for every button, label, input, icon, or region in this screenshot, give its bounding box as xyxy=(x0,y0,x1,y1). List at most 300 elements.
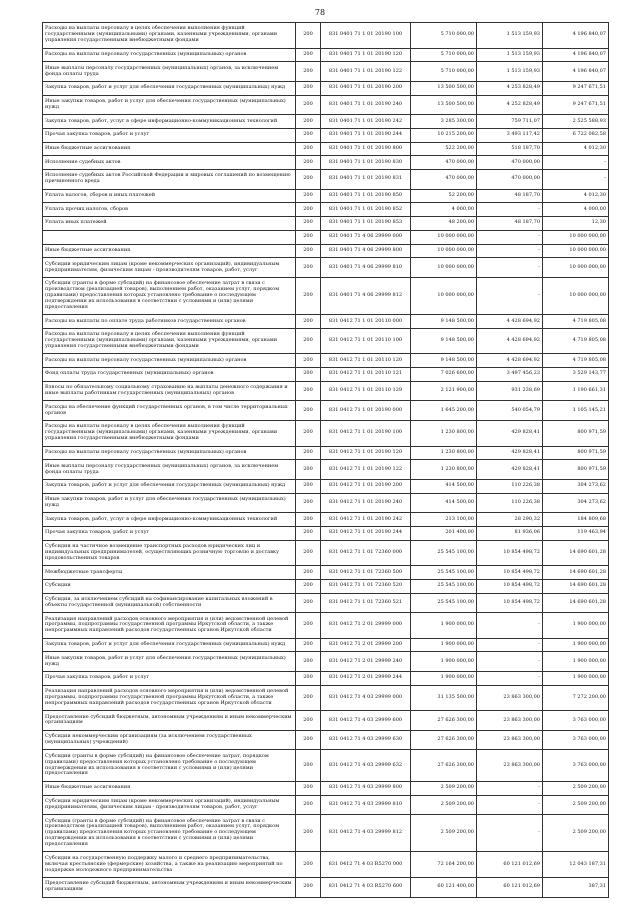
table-row xyxy=(43,81,609,95)
row-unexecuted: 4 196 840,07 xyxy=(543,62,609,82)
row-description: Расходы на обеспечение функций государственных органов, в том числе территориальных органов xyxy=(43,401,296,421)
row-code: 200 xyxy=(296,593,321,613)
row-classification: 831 0412 71 4 03 29999 812 xyxy=(321,815,411,852)
table-row xyxy=(43,142,609,156)
table-row xyxy=(43,95,609,115)
row-classification: 831 0412 71 1 01 72360 521 xyxy=(321,593,411,613)
row-description: Взносы по обязательному социальному страхованию на выплаты денежного содержания и иные выплаты работникам государственных (муниципальных) органов xyxy=(43,381,296,401)
row-classification: 831 0412 71 1 01 20110 120 xyxy=(321,354,411,368)
row-unexecuted: 3 763 000,00 xyxy=(543,750,609,781)
row-executed: 931 238,69 xyxy=(477,381,543,401)
row-classification: 831 0412 71 1 01 72360 520 xyxy=(321,579,411,593)
row-description: Иные закупки товаров, работ и услуг для обеспечения государственных (муниципальных) нужд xyxy=(43,652,296,672)
row-executed: - xyxy=(477,781,543,795)
row-description: Исполнение судебных актов Российской Федерации и мировых соглашений по возмещению причиненного вреда xyxy=(43,170,296,190)
row-classification: 831 0401 71 1 01 20190 852 xyxy=(321,203,411,217)
row-unexecuted: 14 690 601,28 xyxy=(543,593,609,613)
row-approved: 10 215 200,00 xyxy=(411,128,477,142)
table-row xyxy=(43,638,609,652)
row-approved: 1 900 000,00 xyxy=(411,638,477,652)
row-executed: 1 513 159,93 xyxy=(477,48,543,62)
row-description: Уплата налогов, сборов и иных платежей xyxy=(43,189,296,203)
row-classification: 831 0401 71 1 01 20190 850 xyxy=(321,189,411,203)
table-row xyxy=(43,421,609,447)
row-description: Прочая закупка товаров, работ и услуг xyxy=(43,128,296,142)
row-classification: 831 0401 71 4 06 29999 810 xyxy=(321,258,411,278)
row-approved: 9 148 500,00 xyxy=(411,315,477,329)
table-row xyxy=(43,652,609,672)
row-approved: 9 148 500,00 xyxy=(411,328,477,354)
row-executed: - xyxy=(477,638,543,652)
row-executed: 1 513 159,93 xyxy=(477,23,543,49)
row-code: 200 xyxy=(296,401,321,421)
row-description xyxy=(43,230,296,244)
row-approved: 25 545 100,00 xyxy=(411,540,477,566)
row-executed: - xyxy=(477,203,543,217)
row-approved: 2 509 200,00 xyxy=(411,815,477,852)
row-classification: 831 0412 71 1 01 20190 122 xyxy=(321,460,411,480)
row-executed: 470 000,00 xyxy=(477,156,543,170)
row-unexecuted: 7 272 200,00 xyxy=(543,685,609,711)
row-approved: 48 200,00 xyxy=(411,217,477,231)
row-executed: - xyxy=(477,795,543,815)
row-description: Закупка товаров, работ и услуг для обеспечения государственных (муниципальных) нужд xyxy=(43,638,296,652)
row-approved: 25 545 100,00 xyxy=(411,579,477,593)
row-code: 200 xyxy=(296,711,321,731)
row-description: Субсидии юридическим лицам (кроме некоммерческих организаций), индивидуальным предпринимателям, физическим лицам - производителям товаров, работ, услуг xyxy=(43,258,296,278)
row-approved: 72 164 200,00 xyxy=(411,852,477,878)
row-unexecuted: 304 273,62 xyxy=(543,493,609,513)
row-code: 200 xyxy=(296,795,321,815)
row-classification: 831 0412 71 4 03 29999 630 xyxy=(321,730,411,750)
table-row xyxy=(43,128,609,142)
row-code: 200 xyxy=(296,277,321,314)
row-description: Субсидии xyxy=(43,579,296,593)
row-executed: 10 854 498,72 xyxy=(477,593,543,613)
row-executed: 518 187,70 xyxy=(477,142,543,156)
row-description: Расходы на выплаты персоналу в целях обеспечения выполнения функций государственными (муниципальными) органами, казенными учреждениями, органами управления государственными внебюджетными фондами xyxy=(43,328,296,354)
row-classification: 831 0401 71 4 06 29999 800 xyxy=(321,244,411,258)
table-row xyxy=(43,877,609,897)
row-approved: 1 230 800,00 xyxy=(411,460,477,480)
row-description: Субсидии на частичное возмещение транспортных расходов юридических лиц и индивидуальных предпринимателей, осуществляющих розничную торговлю и доставку продовольственных товаров xyxy=(43,540,296,566)
row-approved: 25 545 100,00 xyxy=(411,566,477,580)
table-row xyxy=(43,513,609,527)
row-code: 200 xyxy=(296,566,321,580)
row-classification: 831 0401 71 1 01 20190 800 xyxy=(321,142,411,156)
row-approved: 10 000 000,00 xyxy=(411,258,477,278)
table-row xyxy=(43,852,609,878)
row-approved: 52 200,00 xyxy=(411,189,477,203)
table-row xyxy=(43,579,609,593)
row-executed: - xyxy=(477,258,543,278)
row-description: Закупка товаров, работ, услуг в сфере информационно-коммуникационных технологий xyxy=(43,513,296,527)
row-description: Иные бюджетные ассигнования xyxy=(43,781,296,795)
row-approved: 13 500 500,00 xyxy=(411,95,477,115)
row-unexecuted: 14 690 601,28 xyxy=(543,566,609,580)
row-code: 200 xyxy=(296,421,321,447)
table-row xyxy=(43,115,609,129)
row-code: 200 xyxy=(296,671,321,685)
row-unexecuted: 1 900 000,00 xyxy=(543,652,609,672)
row-unexecuted: 4 719 805,08 xyxy=(543,328,609,354)
row-executed: 60 121 012,69 xyxy=(477,852,543,878)
row-unexecuted: 2 509 200,00 xyxy=(543,781,609,795)
row-executed: 110 226,38 xyxy=(477,479,543,493)
row-unexecuted: 4 719 805,08 xyxy=(543,354,609,368)
budget-table xyxy=(42,22,609,898)
row-unexecuted: 800 971,59 xyxy=(543,460,609,480)
row-code: 200 xyxy=(296,203,321,217)
table-row xyxy=(43,189,609,203)
row-unexecuted: 4 012,30 xyxy=(543,189,609,203)
row-code: 200 xyxy=(296,579,321,593)
row-approved: 27 626 300,00 xyxy=(411,730,477,750)
row-executed: 23 863 300,00 xyxy=(477,730,543,750)
row-classification: 831 0412 71 1 01 20190 120 xyxy=(321,446,411,460)
row-executed: 429 828,41 xyxy=(477,421,543,447)
table-row xyxy=(43,671,609,685)
row-code: 200 xyxy=(296,638,321,652)
row-approved: 1 900 000,00 xyxy=(411,652,477,672)
row-executed: 4 428 694,92 xyxy=(477,354,543,368)
row-classification: 831 0412 71 1 01 20110 000 xyxy=(321,315,411,329)
row-executed: 429 828,41 xyxy=(477,460,543,480)
row-classification: 831 0412 71 1 01 20110 129 xyxy=(321,381,411,401)
row-description: Уплата прочих налогов, сборов xyxy=(43,203,296,217)
table-row xyxy=(43,203,609,217)
row-executed: 48 187,70 xyxy=(477,189,543,203)
row-classification: 831 0412 71 1 01 20190 242 xyxy=(321,513,411,527)
table-row xyxy=(43,258,609,278)
row-description: Иные закупки товаров, работ и услуг для обеспечения государственных (муниципальных) нужд xyxy=(43,493,296,513)
row-description: Межбюджетные трансферты xyxy=(43,566,296,580)
row-code: 200 xyxy=(296,189,321,203)
table-row xyxy=(43,493,609,513)
row-code: 200 xyxy=(296,62,321,82)
row-unexecuted: 14 690 601,28 xyxy=(543,579,609,593)
table-row xyxy=(43,170,609,190)
row-code: 200 xyxy=(296,128,321,142)
row-code: 200 xyxy=(296,115,321,129)
table-row xyxy=(43,328,609,354)
table-row xyxy=(43,730,609,750)
row-classification: 831 0412 71 1 01 72360 500 xyxy=(321,566,411,580)
row-code: 200 xyxy=(296,244,321,258)
row-classification: 831 0401 71 1 01 20190 242 xyxy=(321,115,411,129)
row-executed: 759 711,07 xyxy=(477,115,543,129)
row-approved: 9 148 500,00 xyxy=(411,354,477,368)
table-row xyxy=(43,566,609,580)
row-code: 200 xyxy=(296,526,321,540)
row-code: 200 xyxy=(296,230,321,244)
row-classification: 831 0401 71 1 01 20190 100 xyxy=(321,23,411,49)
row-code: 200 xyxy=(296,877,321,897)
row-unexecuted: 3 763 000,00 xyxy=(543,711,609,731)
row-description: Реализация направлений расходов основного мероприятия и (или) ведомственной целевой программы, подпрограммы государственной программы Иркутской области, а также непрограммных направлений расходов государственных органов Иркутской области xyxy=(43,685,296,711)
row-classification: 831 0412 71 2 01 29999 200 xyxy=(321,638,411,652)
row-description: Расходы на выплаты персоналу в целях обеспечения выполнения функций государственными (муниципальными) органами, казенными учреждениями, органами управления государственными внебюджетными фондами xyxy=(43,23,296,49)
row-approved: 201 400,00 xyxy=(411,526,477,540)
row-unexecuted: 10 000 000,00 xyxy=(543,277,609,314)
row-approved: 1 645 200,00 xyxy=(411,401,477,421)
row-classification: 831 0412 71 1 01 20190 200 xyxy=(321,479,411,493)
row-approved: 414 500,00 xyxy=(411,479,477,493)
row-code: 200 xyxy=(296,23,321,49)
row-code: 200 xyxy=(296,460,321,480)
row-code: 200 xyxy=(296,48,321,62)
row-classification: 831 0412 71 4 03 29999 800 xyxy=(321,781,411,795)
row-executed: 10 854 498,72 xyxy=(477,566,543,580)
row-description: Закупка товаров, работ, услуг в сфере информационно-коммуникационных технологий xyxy=(43,115,296,129)
row-executed: - xyxy=(477,613,543,639)
row-code: 200 xyxy=(296,815,321,852)
row-classification: 831 0401 71 1 01 20190 120 xyxy=(321,48,411,62)
table-row xyxy=(43,815,609,852)
row-executed: 470 000,00 xyxy=(477,170,543,190)
table-row xyxy=(43,460,609,480)
row-approved: 5 710 000,00 xyxy=(411,48,477,62)
row-approved: 1 230 800,00 xyxy=(411,446,477,460)
row-classification: 831 0412 71 2 01 29999 244 xyxy=(321,671,411,685)
row-code: 200 xyxy=(296,315,321,329)
row-approved: 5 710 000,00 xyxy=(411,23,477,49)
row-approved: 2 121 900,00 xyxy=(411,381,477,401)
row-unexecuted: 10 000 000,00 xyxy=(543,258,609,278)
row-code: 200 xyxy=(296,328,321,354)
row-unexecuted: 10 000 000,00 xyxy=(543,230,609,244)
row-executed: 4 252 828,49 xyxy=(477,95,543,115)
row-code: 200 xyxy=(296,368,321,382)
row-code: 200 xyxy=(296,381,321,401)
row-classification: 831 0412 71 4 03 29999 632 xyxy=(321,750,411,781)
row-unexecuted: 1 190 661,31 xyxy=(543,381,609,401)
row-executed: - xyxy=(477,277,543,314)
table-row xyxy=(43,593,609,613)
row-unexecuted: 4 196 840,07 xyxy=(543,48,609,62)
table-row xyxy=(43,446,609,460)
row-classification: 831 0412 71 4 03 R5270 000 xyxy=(321,852,411,878)
table-row xyxy=(43,711,609,731)
table-row xyxy=(43,48,609,62)
row-unexecuted: 9 247 671,51 xyxy=(543,95,609,115)
row-description: Расходы на выплаты персоналу государственных (муниципальных) органов xyxy=(43,48,296,62)
row-classification: 831 0412 71 1 01 72360 000 xyxy=(321,540,411,566)
row-approved: 10 000 000,00 xyxy=(411,244,477,258)
table-row xyxy=(43,381,609,401)
row-description: Закупка товаров, работ и услуг для обеспечения государственных (муниципальных) нужд xyxy=(43,81,296,95)
table-row xyxy=(43,540,609,566)
row-executed: - xyxy=(477,652,543,672)
row-approved: 7 026 600,00 xyxy=(411,368,477,382)
row-description: Предоставление субсидий бюджетным, автономным учреждениям и иным некоммерческим организациям xyxy=(43,711,296,731)
table-row xyxy=(43,277,609,314)
row-unexecuted: 14 690 601,28 xyxy=(543,540,609,566)
row-unexecuted: 3 529 143,77 xyxy=(543,368,609,382)
table-row xyxy=(43,23,609,49)
row-classification: 831 0401 71 1 01 20190 853 xyxy=(321,217,411,231)
row-executed: 28 290,32 xyxy=(477,513,543,527)
row-unexecuted: 10 000 000,00 xyxy=(543,244,609,258)
row-classification: 831 0412 71 2 01 29999 240 xyxy=(321,652,411,672)
row-description: Иные выплаты персоналу государственных (муниципальных) органов, за исключением фонда оплаты труда xyxy=(43,460,296,480)
row-description: Субсидии (гранты в форме субсидий) на финансовое обеспечение затрат, порядком (правилами) предоставления которых установлено требование о последующем подтверждении их использования в соответствии с условиями и (или) целями предоставления xyxy=(43,750,296,781)
row-code: 200 xyxy=(296,81,321,95)
row-unexecuted: 12,30 xyxy=(543,217,609,231)
table-row xyxy=(43,526,609,540)
row-approved: 470 000,00 xyxy=(411,170,477,190)
row-unexecuted: 2 509 200,00 xyxy=(543,815,609,852)
row-code: 200 xyxy=(296,540,321,566)
row-unexecuted: 119 463,94 xyxy=(543,526,609,540)
row-code: 200 xyxy=(296,730,321,750)
table-row xyxy=(43,230,609,244)
row-unexecuted: 1 900 000,00 xyxy=(543,638,609,652)
row-classification: 831 0412 71 1 01 20190 100 xyxy=(321,421,411,447)
row-code: 200 xyxy=(296,652,321,672)
row-classification: 831 0412 71 1 01 20190 240 xyxy=(321,493,411,513)
row-description: Фонд оплаты труда государственных (муниципальных) органов xyxy=(43,368,296,382)
row-approved: 1 900 000,00 xyxy=(411,613,477,639)
row-classification: 831 0401 71 1 01 20190 200 xyxy=(321,81,411,95)
row-executed: 429 828,41 xyxy=(477,446,543,460)
row-classification: 831 0401 71 1 01 20190 831 xyxy=(321,170,411,190)
row-unexecuted: - xyxy=(543,156,609,170)
row-approved: 27 626 300,00 xyxy=(411,711,477,731)
row-classification: 831 0412 71 1 01 20190 000 xyxy=(321,401,411,421)
row-executed: 1 513 159,93 xyxy=(477,62,543,82)
row-description: Иные закупки товаров, работ и услуг для обеспечения государственных (муниципальных) нужд xyxy=(43,95,296,115)
row-executed: - xyxy=(477,244,543,258)
row-code: 200 xyxy=(296,258,321,278)
row-executed: 23 863 300,00 xyxy=(477,711,543,731)
row-executed: - xyxy=(477,671,543,685)
row-code: 200 xyxy=(296,852,321,878)
row-executed: 4 428 694,92 xyxy=(477,315,543,329)
row-unexecuted: 800 971,59 xyxy=(543,421,609,447)
row-code: 200 xyxy=(296,513,321,527)
row-unexecuted: 1 900 000,00 xyxy=(543,613,609,639)
row-description: Прочая закупка товаров, работ и услуг xyxy=(43,526,296,540)
row-executed: 10 854 498,72 xyxy=(477,540,543,566)
row-approved: 3 285 300,00 xyxy=(411,115,477,129)
row-approved: 1 230 800,00 xyxy=(411,421,477,447)
table-row xyxy=(43,368,609,382)
row-classification: 831 0401 71 4 06 29999 812 xyxy=(321,277,411,314)
row-code: 200 xyxy=(296,354,321,368)
row-classification: 831 0412 71 1 01 20110 100 xyxy=(321,328,411,354)
row-executed: 48 187,70 xyxy=(477,217,543,231)
row-executed: 81 936,06 xyxy=(477,526,543,540)
row-executed: - xyxy=(477,230,543,244)
table-row xyxy=(43,479,609,493)
row-unexecuted: 1 105 145,21 xyxy=(543,401,609,421)
row-description: Прочая закупка товаров, работ и услуг xyxy=(43,671,296,685)
row-description: Предоставление субсидий бюджетным, автономным учреждениям и иным некоммерческим организациям xyxy=(43,877,296,897)
row-executed: 3 497 456,23 xyxy=(477,368,543,382)
row-description: Субсидии (гранты в форме субсидий) на финансовое обеспечение затрат в связи с производством (реализацией товаров), выполнением работ, оказанием услуг, порядком (правилами) предоставления которых установлено требование о последующем подтверждении их использования в соответствии с условиями и (или) целями предоставления xyxy=(43,277,296,314)
row-classification: 831 0401 71 4 06 29999 000 xyxy=(321,230,411,244)
row-executed: 23 863 300,00 xyxy=(477,685,543,711)
row-approved: 27 626 300,00 xyxy=(411,750,477,781)
row-executed: 60 121 012,69 xyxy=(477,877,543,897)
row-classification: 831 0412 71 4 03 29999 000 xyxy=(321,685,411,711)
row-code: 200 xyxy=(296,142,321,156)
row-classification: 831 0412 71 4 03 29999 600 xyxy=(321,711,411,731)
row-classification: 831 0401 71 1 01 20190 240 xyxy=(321,95,411,115)
table-row xyxy=(43,217,609,231)
row-unexecuted: 4 719 805,08 xyxy=(543,315,609,329)
table-row xyxy=(43,354,609,368)
table-row xyxy=(43,62,609,82)
row-approved: 10 000 000,00 xyxy=(411,277,477,314)
row-approved: 13 500 500,00 xyxy=(411,81,477,95)
row-approved: 10 000 000,00 xyxy=(411,230,477,244)
row-approved: 470 000,00 xyxy=(411,156,477,170)
row-approved: 1 900 000,00 xyxy=(411,671,477,685)
row-classification: 831 0412 71 4 03 29999 810 xyxy=(321,795,411,815)
row-code: 200 xyxy=(296,217,321,231)
row-unexecuted: 1 900 000,00 xyxy=(543,671,609,685)
row-unexecuted: 3 763 000,00 xyxy=(543,730,609,750)
row-unexecuted: 2 509 200,00 xyxy=(543,795,609,815)
table-row xyxy=(43,750,609,781)
row-approved: 2 509 200,00 xyxy=(411,781,477,795)
row-description: Уплата иных платежей xyxy=(43,217,296,231)
row-executed: 10 854 498,72 xyxy=(477,579,543,593)
row-approved: 2 509 200,00 xyxy=(411,795,477,815)
page-number: 78 xyxy=(314,8,326,17)
row-executed: 4 253 828,49 xyxy=(477,81,543,95)
row-description: Расходы на выплаты персоналу в целях обеспечения выполнения функций государственными (муниципальными) органами, казенными учреждениями, органами управления государственными внебюджетными фондами xyxy=(43,421,296,447)
row-description: Иные выплаты персоналу государственных (муниципальных) органов, за исключением фонда оплаты труда xyxy=(43,62,296,82)
row-description: Иные бюджетные ассигнования xyxy=(43,244,296,258)
row-unexecuted: 2 525 588,93 xyxy=(543,115,609,129)
row-code: 200 xyxy=(296,95,321,115)
row-executed: 4 428 694,92 xyxy=(477,328,543,354)
table-row xyxy=(43,401,609,421)
row-unexecuted: 4 196 840,07 xyxy=(543,23,609,49)
row-code: 200 xyxy=(296,446,321,460)
row-code: 200 xyxy=(296,493,321,513)
row-description: Субсидии, за исключением субсидий на софинансирование капитальных вложений в объекты государственной (муниципальной) собственности xyxy=(43,593,296,613)
row-classification: 831 0401 71 1 01 20190 830 xyxy=(321,156,411,170)
row-code: 200 xyxy=(296,170,321,190)
row-unexecuted: 12 043 187,31 xyxy=(543,852,609,878)
row-code: 200 xyxy=(296,479,321,493)
row-approved: 60 121 400,00 xyxy=(411,877,477,897)
row-code: 200 xyxy=(296,156,321,170)
row-description: Субсидии некоммерческим организациям (за исключением государственных (муниципальных) учреждений) xyxy=(43,730,296,750)
table-row xyxy=(43,795,609,815)
table-row xyxy=(43,315,609,329)
table-row xyxy=(43,613,609,639)
row-description: Закупка товаров, работ и услуг для обеспечения государственных (муниципальных) нужд xyxy=(43,479,296,493)
row-executed: 23 863 300,00 xyxy=(477,750,543,781)
row-approved: 5 710 000,00 xyxy=(411,62,477,82)
row-approved: 213 100,00 xyxy=(411,513,477,527)
row-unexecuted: 304 273,62 xyxy=(543,479,609,493)
row-unexecuted: - xyxy=(543,170,609,190)
row-code: 200 xyxy=(296,781,321,795)
row-executed: 540 054,79 xyxy=(477,401,543,421)
row-unexecuted: 800 971,59 xyxy=(543,446,609,460)
row-classification: 831 0401 71 1 01 20190 244 xyxy=(321,128,411,142)
row-unexecuted: 4 000,00 xyxy=(543,203,609,217)
row-description: Расходы на выплаты по оплате труда работников государственных органов xyxy=(43,315,296,329)
row-executed: - xyxy=(477,815,543,852)
row-description: Субсидии на государственную поддержку малого и среднего предпринимательства, включая крестьянские (фермерские) хозяйства, а также на реализацию мероприятий по поддержке молодежного предпринимательства xyxy=(43,852,296,878)
